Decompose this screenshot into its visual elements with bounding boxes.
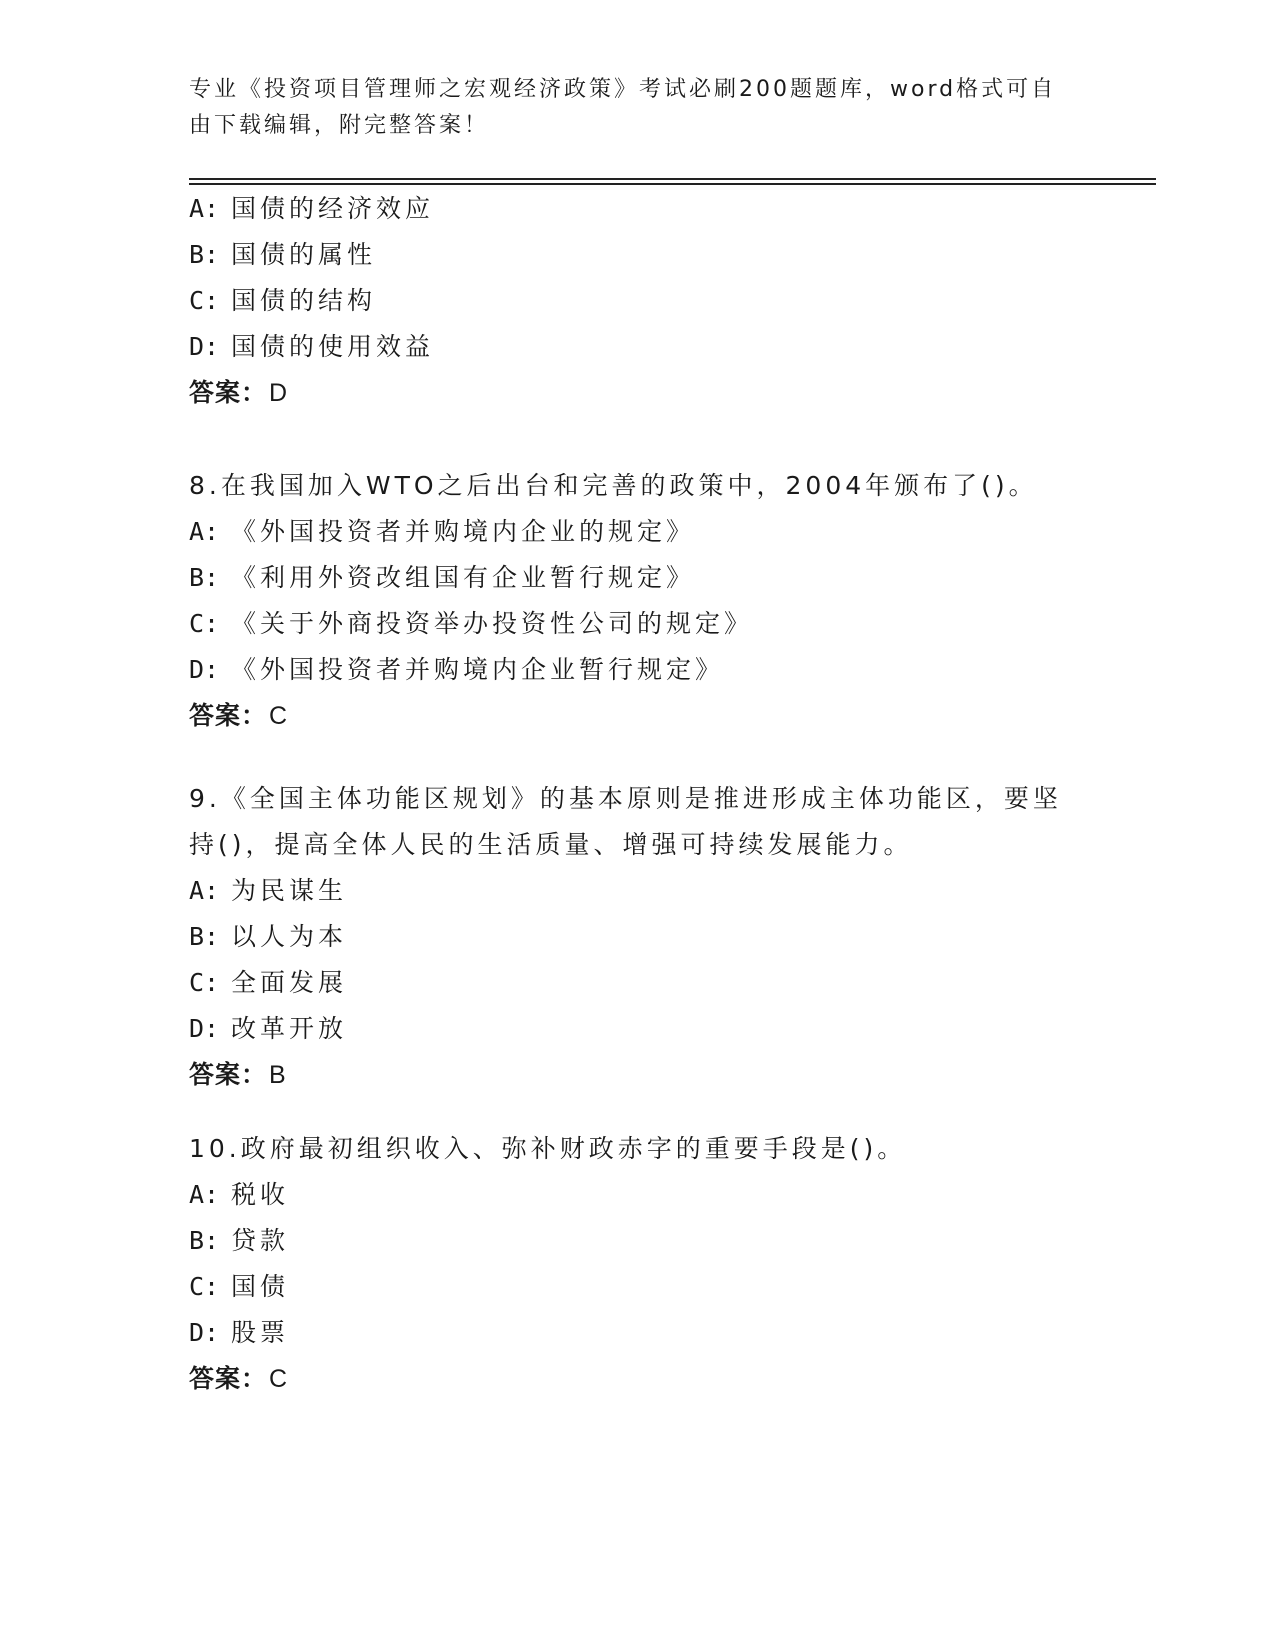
option-d (189, 1006, 1089, 1052)
answer-line (189, 1052, 1089, 1098)
option-b (189, 555, 1089, 601)
option-text: 《利用外资改组国有企业暂行规定》 (231, 563, 696, 592)
option-text: 股票 (231, 1318, 290, 1347)
question-block-10 (189, 1126, 1089, 1402)
question-stem: 9.《全国主体功能区规划》的基本原则是推进形成主体功能区，要坚持()，提高全体人民的生活质量、增强可持续发展能力。 (189, 784, 1062, 859)
option-text: 国债的经济效应 (231, 194, 435, 223)
question-stem: 8.在我国加入WTO之后出台和完善的政策中，2004年颁布了()。 (189, 471, 1038, 500)
option-text: 国债的属性 (231, 240, 377, 269)
option-text: 《关于外商投资举办投资性公司的规定》 (231, 609, 754, 638)
option-label: B: (189, 1226, 220, 1255)
question-block-7 (189, 186, 1089, 416)
option-a (189, 186, 1089, 232)
answer-line (189, 1356, 1089, 1402)
option-label: B: (189, 922, 220, 951)
option-text: 贷款 (231, 1226, 290, 1255)
option-text: 国债的结构 (231, 286, 377, 315)
answer-value: C (269, 702, 289, 730)
option-text: 《外国投资者并购境内企业暂行规定》 (231, 655, 725, 684)
answer-label: 答案： (189, 1061, 268, 1089)
option-text: 《外国投资者并购境内企业的规定》 (231, 517, 696, 546)
option-c (189, 278, 1089, 324)
question-block-8 (189, 463, 1089, 739)
option-c (189, 601, 1089, 647)
answer-label: 答案： (189, 1365, 268, 1393)
option-label: C: (189, 968, 220, 997)
option-label: B: (189, 563, 220, 592)
header-divider-bottom (189, 183, 1156, 185)
option-label: D: (189, 332, 220, 361)
option-b (189, 232, 1089, 278)
option-a (189, 509, 1089, 555)
option-d (189, 647, 1089, 693)
header-text: 专业《投资项目管理师之宏观经济政策》考试必刷200题题库，word格式可自由下载编辑，附完整答案！ (189, 77, 1057, 138)
option-b (189, 914, 1089, 960)
option-label: A: (189, 194, 220, 223)
option-c (189, 1264, 1089, 1310)
option-label: D: (189, 655, 220, 684)
option-c (189, 960, 1089, 1006)
option-label: C: (189, 609, 220, 638)
option-label: B: (189, 240, 220, 269)
option-label: D: (189, 1318, 220, 1347)
option-label: A: (189, 517, 220, 546)
option-d (189, 324, 1089, 370)
option-text: 国债的使用效益 (231, 332, 435, 361)
option-text: 为民谋生 (231, 876, 348, 905)
option-label: D: (189, 1014, 220, 1043)
answer-line (189, 370, 1089, 416)
option-a (189, 868, 1089, 914)
option-a (189, 1172, 1089, 1218)
answer-label: 答案： (189, 379, 268, 407)
answer-line (189, 693, 1089, 739)
option-text: 税收 (231, 1180, 290, 1209)
option-label: A: (189, 876, 220, 905)
option-b (189, 1218, 1089, 1264)
option-text: 国债 (231, 1272, 290, 1301)
question-stem: 10.政府最初组织收入、弥补财政赤字的重要手段是()。 (189, 1134, 907, 1163)
option-text: 全面发展 (231, 968, 348, 997)
answer-value: C (269, 1365, 289, 1393)
option-text: 以人为本 (231, 922, 348, 951)
answer-value: D (269, 379, 289, 407)
option-text: 改革开放 (231, 1014, 348, 1043)
answer-label: 答案： (189, 702, 268, 730)
question-block-9 (189, 776, 1089, 1098)
option-d (189, 1310, 1089, 1356)
header-divider-top (189, 178, 1156, 180)
option-label: C: (189, 286, 220, 315)
option-label: C: (189, 1272, 220, 1301)
answer-value: B (269, 1061, 287, 1089)
option-label: A: (189, 1180, 220, 1209)
